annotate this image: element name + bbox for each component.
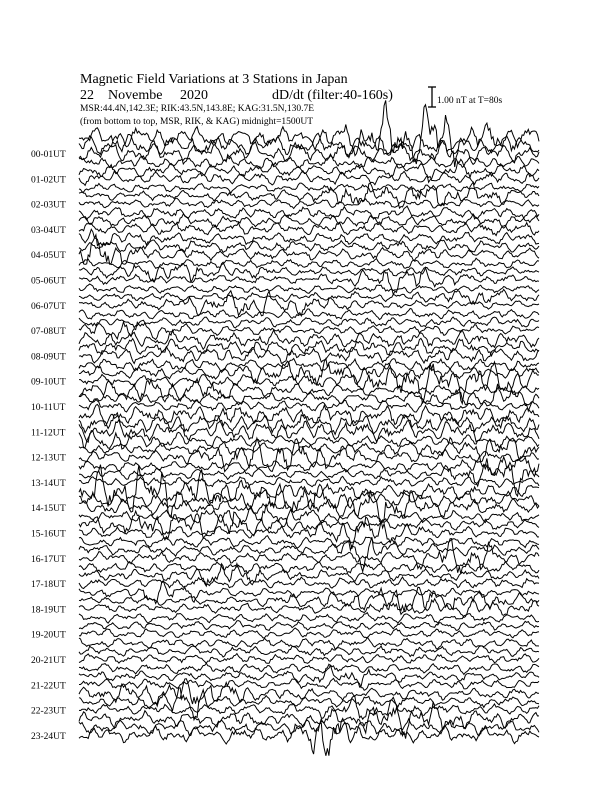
trace-19-20UT-RIK bbox=[79, 621, 539, 631]
row-label-20-21UT: 20-21UT bbox=[31, 656, 66, 666]
trace-06-07UT-RIK bbox=[79, 289, 539, 304]
row-label-03-04UT: 03-04UT bbox=[31, 225, 66, 236]
row-label-11-12UT: 11-12UT bbox=[31, 428, 66, 439]
trace-02-03UT-RIK bbox=[79, 182, 539, 208]
row-label-06-07UT: 06-07UT bbox=[31, 301, 66, 312]
row-label-17-18UT: 17-18UT bbox=[31, 580, 66, 591]
trace-04-05UT-KAG bbox=[79, 229, 539, 245]
row-label-21-22UT: 21-22UT bbox=[31, 681, 66, 692]
trace-15-16UT-RIK bbox=[79, 511, 539, 540]
date-year: 2020 bbox=[180, 88, 208, 103]
row-label-16-17UT: 16-17UT bbox=[31, 554, 66, 565]
trace-13-14UT-MSR bbox=[79, 476, 539, 487]
trace-17-18UT-KAG bbox=[79, 562, 539, 574]
date-month: Novembe bbox=[108, 88, 163, 103]
station-coordinates: MSR:44.4N,142.3E; RIK:43.5N,143.8E; KAG:31.5N,130.7E bbox=[80, 104, 315, 114]
row-label-18-19UT: 18-19UT bbox=[31, 605, 66, 616]
row-label-15-16UT: 15-16UT bbox=[31, 529, 66, 540]
row-label-04-05UT: 04-05UT bbox=[31, 251, 66, 262]
trace-17-18UT-MSR bbox=[79, 577, 539, 589]
row-label-10-11UT: 10-11UT bbox=[31, 403, 66, 413]
date-day: 22 bbox=[80, 88, 94, 103]
trace-15-16UT-MSR bbox=[79, 517, 539, 549]
trace-21-22UT-KAG bbox=[79, 663, 539, 674]
trace-16-17UT-MSR bbox=[79, 539, 539, 574]
row-label-02-03UT: 02-03UT bbox=[31, 200, 66, 211]
trace-09-10UT-KAG bbox=[79, 359, 539, 373]
row-label-08-09UT: 08-09UT bbox=[31, 352, 66, 363]
row-label-19-20UT: 19-20UT bbox=[31, 630, 66, 641]
trace-07-08UT-RIK bbox=[79, 317, 539, 328]
row-label-12-13UT: 12-13UT bbox=[31, 453, 66, 464]
row-label-14-15UT: 14-15UT bbox=[31, 504, 66, 515]
trace-03-04UT-MSR bbox=[79, 223, 539, 236]
trace-11-12UT-MSR bbox=[79, 420, 539, 442]
row-label-13-14UT: 13-14UT bbox=[31, 478, 66, 489]
trace-19-20UT-KAG bbox=[79, 613, 539, 624]
row-label-05-06UT: 05-06UT bbox=[31, 276, 66, 287]
row-label-23-24UT: 23-24UT bbox=[31, 731, 66, 742]
trace-07-08UT-MSR bbox=[79, 322, 539, 340]
trace-21-22UT-MSR bbox=[79, 678, 539, 690]
row-label-22-23UT: 22-23UT bbox=[31, 706, 66, 717]
chart-title: Magnetic Field Variations at 3 Stations in Japan bbox=[80, 72, 348, 87]
trace-05-06UT-KAG bbox=[79, 258, 539, 268]
trace-06-07UT-MSR bbox=[79, 291, 539, 316]
row-label-07-08UT: 07-08UT bbox=[31, 327, 66, 338]
filter-label: dD/dt (filter:40-160s) bbox=[272, 88, 393, 103]
scale-bar-icon bbox=[428, 87, 436, 107]
trace-20-21UT-KAG bbox=[79, 637, 539, 649]
trace-02-03UT-MSR bbox=[79, 198, 539, 208]
row-label-00-01UT: 00-01UT bbox=[31, 150, 66, 160]
station-order-note: (from bottom to top, MSR, RIK, & KAG) midnight=1500UT bbox=[80, 117, 314, 127]
trace-06-07UT-KAG bbox=[79, 284, 539, 293]
row-label-01-02UT: 01-02UT bbox=[31, 175, 66, 186]
scale-bar-label: 1.00 nT at T=80s bbox=[437, 96, 503, 106]
row-label-09-10UT: 09-10UT bbox=[31, 377, 66, 388]
trace-20-21UT-MSR bbox=[79, 654, 539, 664]
